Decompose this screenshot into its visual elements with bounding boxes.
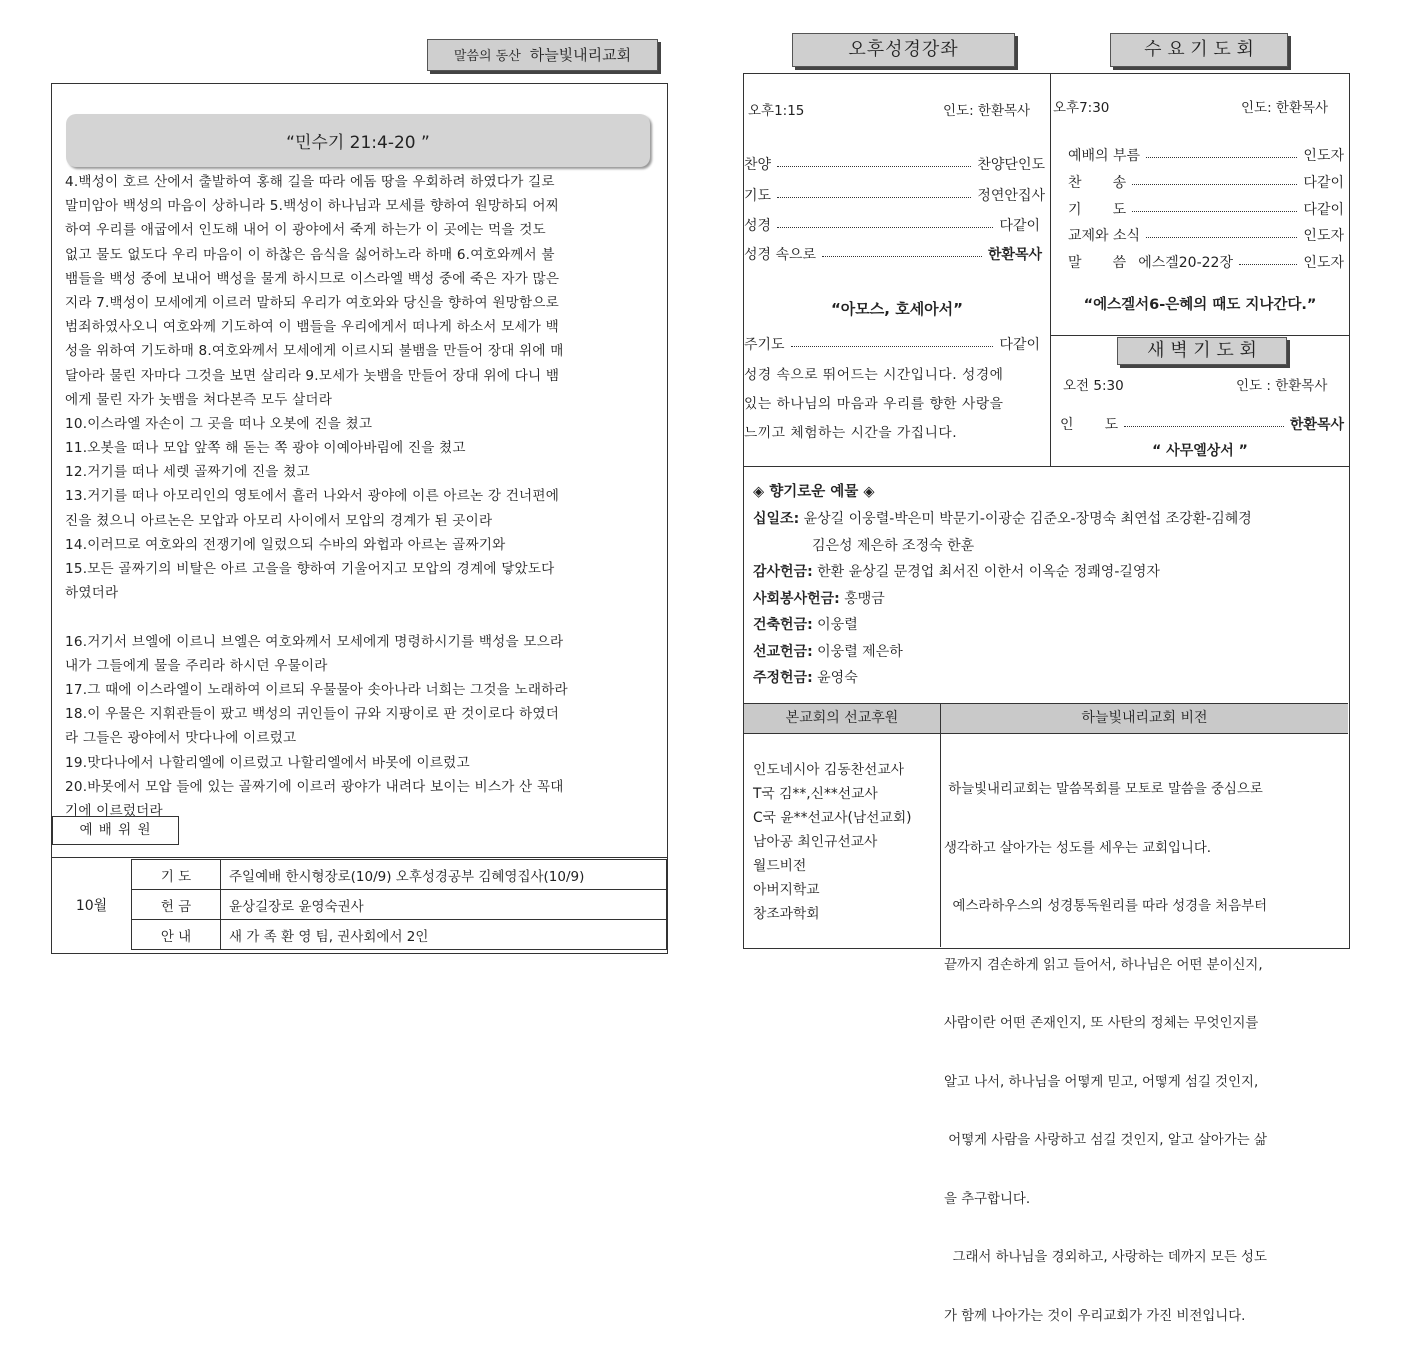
vision-line: 을 추구합니다. [944,1191,1031,1207]
afternoon-title [792,33,1015,67]
list-item: T국 김**,신**선교사 [753,786,878,802]
people-cell: 주일예배 한시형장로(10/9) 오후성경공부 김혜영집사(10/9) [221,860,667,890]
verse-line: 뱀들을 백성 중에 보내어 백성을 물게 하시므로 이스라엘 백성 중에 죽은 자가 많은 [65,270,560,287]
vision-header-text: 하늘빛내리교회 비전 [1081,710,1208,726]
offering-label: 주정헌금: [753,670,813,686]
list-item: 월드비전 [753,858,807,874]
order-item: 주기도 [744,337,785,353]
verse-line: 에게 물린 자가 놋뱀을 쳐다본즉 모두 살더라 [65,391,333,408]
missions-list [753,758,912,926]
wednesday-leader: 인도: 한환목사 [1241,100,1329,116]
verse-line: 10.이스라엘 자손이 그 곳을 떠나 오봇에 진을 쳤고 [65,415,373,432]
list-item: 아버지학교 [753,882,820,898]
verse-line: 12.거기를 떠나 세렛 골짜기에 진을 쳤고 [65,464,310,481]
dawn-title-text: 새 벽 기 도 회 [1147,340,1257,361]
order-row [744,154,1045,174]
order-item: 기도 [744,188,772,204]
verse-line: 하여 우리를 애굽에서 인도해 내어 이 광야에서 죽게 하는가 이 곳에는 먹을 것도 [65,222,546,239]
leader-dots [777,227,993,228]
role-cell: 안 내 [132,920,221,950]
leader-dots [791,346,994,347]
vision-line: 사람이란 어떤 존재인지, 또 사탄의 정체는 무엇인지를 [944,1016,1259,1031]
order-row [1068,225,1344,245]
list-item: 남아공 최인규선교사 [753,834,878,850]
order-who: 인도자 [1303,228,1344,244]
schedule-top-line [51,857,667,858]
vision-line: 그래서 하나님을 경외하고, 사랑하는 데까지 모든 성도 [944,1250,1267,1265]
verse-line: 말미암아 백성의 마음이 상하니라 5.백성이 하나님과 모세를 향하여 원망하되 어찌 [65,198,559,215]
order-item: 말 씀 [1068,255,1127,271]
order-row [1068,172,1344,192]
verse-line: 17.그 때에 이스라엘이 노래하여 이르되 우물물아 솟아나라 너희는 그것을 노래하라 [65,681,568,698]
header-church: 하늘빛내리교회 [529,46,632,64]
order-who: 한환목사 [987,247,1042,263]
leader-dots [1146,237,1297,238]
committee-label-text: 예 배 위 원 [79,822,152,838]
verse-line: 14.이러므로 여호와의 전쟁기에 일렀으되 수바의 와헙과 아르논 골짜기와 [65,536,506,553]
order-who: 다같이 [1303,202,1344,218]
offering-names: 이웅렬 제은하 [812,643,903,660]
leader-dots [777,197,971,198]
offering-label: 사회봉사헌금: [753,590,840,607]
order-item: 찬양 [744,157,772,173]
verse-line: 내가 그들에게 물을 주리라 하시던 우물이라 [65,657,328,674]
verse-line: 하였더라 [65,585,119,602]
leader-dots [1124,426,1284,427]
dawn-title [1117,337,1287,365]
verse-line: 라 그들은 광야에서 맛다나에 이르렀고 [65,730,297,747]
vision-line: 생각하고 살아가는 성도를 세우는 교회입니다. [944,840,1212,856]
order-who: 다같이 [1303,175,1344,191]
missions-divider [940,703,941,947]
leader-dots [777,166,971,167]
verse-line: 15.모든 골짜기의 비탈은 아르 고을을 향하여 기울어지고 모압의 경계에 닿았도다 [65,561,555,577]
order-row [1060,414,1344,434]
list-item: C국 윤**선교사(남선교회) [753,810,912,826]
list-item: 인도네시아 김동찬선교사 [753,762,904,778]
offering-label: 건축헌금: [753,617,813,633]
church-header [427,39,658,71]
desc-line: 있는 하나님의 마음과 우리를 향한 사랑을 [744,396,1004,412]
verse-line: 18.이 우물은 지휘관들이 팠고 백성의 귀인들이 규와 지팡이로 판 것이로다 하였더 [65,706,560,723]
order-who: 한환목사 [1289,417,1344,433]
verse-line: 진을 쳤으니 아르논은 모압과 아모리 사이에서 모압의 경계가 된 곳이라 [65,512,493,529]
verse-line: 없고 물도 없도다 우리 마음이 이 하찮은 음식을 싫어하노라 하매 6.여호와께서 불 [65,246,555,263]
offering-row [753,533,1343,560]
dawn-time: 오전 5:30 [1063,378,1124,394]
header-label: 말씀의 동산 [453,49,521,64]
vision-line: 끝까지 겸손하게 읽고 들어서, 하나님은 어떤 분이신지, [944,957,1263,973]
offering-row [753,612,1343,639]
people-cell: 윤상길장로 윤영숙권사 [221,890,667,920]
order-who: 인도자 [1303,148,1344,164]
order-row [744,185,1045,205]
wednesday-title-text: 수 요 기 도 회 [1144,39,1254,60]
afternoon-title-text: 오후성경강좌 [848,39,959,60]
order-item: 기 도 [1068,202,1127,218]
verse-line: 지라 7.백성이 모세에게 이르러 말하되 우리가 여호와와 당신을 향하여 원망함으로 [65,294,559,311]
offering-names: 윤영숙 [812,670,858,686]
missions-header [744,703,940,734]
table-row [132,860,667,890]
order-item: 인 도 [1060,417,1119,433]
role-cell: 헌 금 [132,890,221,920]
role-cell: 기 도 [132,860,221,890]
offering-label: 선교헌금: [753,643,813,660]
verse-line: 16.거기서 브엘에 이르니 브엘은 여호와께서 모세에게 명령하시기를 백성을 모으라 [65,633,564,650]
verse-line: 11.오봇을 떠나 모압 앞쪽 해 돋는 쪽 광야 이예아바림에 진을 쳤고 [65,440,466,457]
order-row [744,334,1040,354]
verse-line: 19.맛다나에서 나할리엘에 이르렀고 나할리엘에서 바못에 이르렀고 [65,754,470,771]
afternoon-subject: “아모스, 호세아서” [830,300,964,318]
offering-row [753,665,1343,692]
dawn-leader: 인도 : 한환목사 [1236,378,1328,394]
scripture-text [65,170,655,823]
order-row [1068,199,1344,219]
leader-dots [1132,184,1297,185]
table-row [132,890,667,920]
divider-dawn [1050,335,1349,336]
offering-names: 한환 윤상길 문경업 최서진 이한서 이옥순 정쾌영-길영자 [812,564,1160,580]
month-cell [52,860,131,952]
verse-line: 범죄하였사오니 여호와께 기도하여 이 뱀들을 우리에게서 떠나게 하소서 모세가 백 [65,319,559,336]
desc-line: 느끼고 체험하는 시간을 가집니다. [744,425,958,441]
vision-line: 알고 나서, 하나님을 어떻게 믿고, 어떻게 섬길 것인지, [944,1074,1259,1090]
order-who: 인도자 [1303,255,1344,271]
verse-line: 13.거기를 떠나 아모리인의 영토에서 흘러 나와서 광야에 이른 아르논 강 건너편에 [65,488,560,505]
wednesday-title [1110,33,1288,67]
verse-line: 달아라 물린 자마다 그것을 보면 살리라 9.모세가 놋뱀을 만들어 장대 위에 다니 뱀 [65,367,560,384]
leader-dots [822,256,982,257]
verse-line [65,605,655,629]
verse-line: 20.바못에서 모압 들에 있는 골짜기에 이르러 광야가 내려다 보이는 비스가 산 꼭대 [65,778,564,795]
order-row [744,244,1042,264]
committee-table [131,859,667,950]
wednesday-subject: “에스겔서6-은혜의 때도 지나간다.” [1083,297,1317,313]
table-row [132,920,667,950]
verse-line: 성을 위하여 기도하매 8.여호와께서 모세에게 이르시되 불뱀을 만들어 장대 위에 매 [65,343,564,360]
people-cell: 새 가 족 환 영 팀, 권사회에서 2인 [221,920,667,950]
order-item: 교제와 소식 [1068,228,1141,244]
order-item: 찬 송 [1068,175,1127,191]
offering-row [753,559,1343,586]
passage-title-bar [66,114,650,167]
leader-dots [1132,211,1297,212]
offering-label: 감사헌금: [753,564,813,580]
order-row [744,215,1040,235]
vision-header [941,703,1348,734]
month-text: 10월 [75,898,108,914]
committee-label [52,816,179,845]
vision-line: 어떻게 사람을 사랑하고 섬길 것인지, 알고 살아가는 삶 [944,1133,1267,1148]
offering-names: 이웅렬 [812,617,858,633]
offering-heading: ◈ 향기로운 예물 ◈ [753,484,875,500]
offering-names: 김은성 제은하 조정숙 한훈 [812,537,975,554]
leader-dots [1239,264,1297,265]
divider-vertical [1050,73,1051,466]
offering-list [753,506,1343,692]
order-item: 성경 속으로 [744,247,817,263]
offering-row [753,639,1343,666]
verse-line: 4.백성이 호르 산에서 출발하여 홍해 길을 따라 에돔 땅을 우회하려 하였다가 길로 [65,174,555,190]
list-item: 창조과학회 [753,906,820,922]
vision-line: 하늘빛내리교회는 말씀목회를 모토로 말씀을 중심으로 [944,782,1263,797]
vision-text [944,741,1346,1346]
afternoon-time: 오후1:15 [748,103,805,119]
order-row [1068,145,1344,165]
order-item: 예배의 부름 [1068,148,1141,164]
divider-horizontal [743,466,1349,467]
wednesday-time: 오후7:30 [1053,100,1110,116]
missions-header-text: 본교회의 선교후원 [785,710,899,726]
order-who: 정연안집사 [977,188,1045,204]
afternoon-leader: 인도: 한환목사 [943,103,1031,119]
order-who: 찬양단인도 [977,157,1045,173]
order-item: 성경 [744,218,772,234]
offering-names: 윤상길 이웅렬-박은미 박문기-이광순 김준오-장명숙 최연섭 조강환-김혜경 [799,511,1252,527]
verse-line: 기에 이르렀더라 [65,802,163,819]
offering-names: 홍맹금 [839,590,885,607]
order-who: 다같이 [999,218,1040,234]
vision-line: 가 함께 나아가는 것이 우리교회가 가진 비전입니다. [944,1308,1246,1324]
afternoon-description [744,361,1048,448]
offering-row [753,586,1343,613]
order-who: 다같이 [999,337,1040,353]
desc-line: 성경 속으로 뛰어드는 시간입니다. 성경에 [744,367,1004,383]
order-row [1068,252,1344,272]
leader-dots [1146,157,1297,158]
passage-title: “민수기 21:4-20 ” [286,133,430,153]
vision-line: 예스라하우스의 성경통독원리를 따라 성경을 처음부터 [944,899,1268,914]
offering-row [753,506,1343,533]
dawn-subject: “ 사무엘상서 ” [1152,443,1248,459]
offering-label: 십일조: [753,511,800,527]
scripture-reference: 에스겔20-22장 [1138,255,1233,271]
